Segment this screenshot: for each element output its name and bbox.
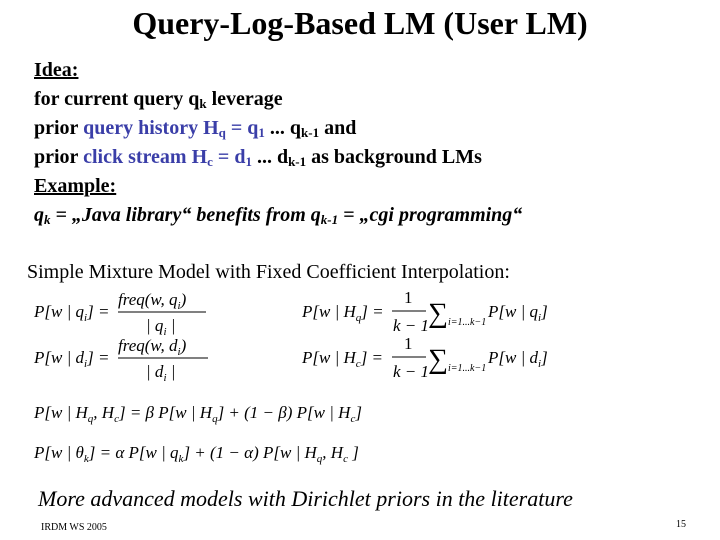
formula-mixture-beta xyxy=(33,403,362,425)
formula-p-w-given-qi xyxy=(33,290,206,338)
example-line: $q_k$ = „Java library“ benefits from $q_{k-1}$ = „cgi programming“ xyxy=(34,204,523,227)
mixture-heading: Simple Mixture Model with Fixed Coefficient Interpolation: xyxy=(27,261,510,283)
svg-text:P[w | qi] =: P[w | $q_i$] = xyxy=(34,302,110,324)
idea-line-3: prior click stream $H_c = d_1$ ... $d_{k-1}$ as background LMs xyxy=(34,146,482,169)
page-number: 15 xyxy=(676,519,686,530)
svg-text:P[w | Hc] =: P[w | $H_c$] = xyxy=(302,348,384,370)
svg-text:freq(w, qi): freq(w, $q_i$) xyxy=(118,290,187,312)
svg-text:P[w | di] =: P[w | $d_i$] = xyxy=(34,348,110,370)
svg-text:k − 1: k − 1 xyxy=(393,362,430,381)
svg-text:k − 1: k − 1 xyxy=(393,316,430,335)
svg-text:i=1...k−1: i=1...k−1 xyxy=(448,317,487,328)
click-stream-text: click stream xyxy=(83,146,187,168)
formula-mixture-alpha xyxy=(33,443,359,465)
svg-text:| di |: | $d_i$ | xyxy=(146,362,176,384)
svg-text:P[w | Hq, Hc] = β P[w | Hq] +: P[w | $H_q$, $H_c] = \beta$ P[w | $H_q] + (1 - \beta)$ P[w | $H_c$] xyxy=(34,403,362,425)
idea-label: Idea: xyxy=(34,59,79,81)
svg-text:P[w | di]: P[w | $d_i$] xyxy=(488,348,548,370)
formula-p-w-given-hc xyxy=(301,334,548,381)
example-label: Example: xyxy=(34,175,117,197)
svg-text:P[w | qi]: P[w | $q_i$] xyxy=(488,302,548,324)
slide-title: Query-Log-Based LM (User LM) xyxy=(132,5,588,41)
svg-text:i=1...k−1: i=1...k−1 xyxy=(448,363,487,374)
advanced-models-note: More advanced models with Dirichlet priors in the literature xyxy=(38,486,573,511)
query-history-text: query history xyxy=(83,117,199,139)
svg-text:∑: ∑ xyxy=(428,298,448,329)
svg-text:1: 1 xyxy=(404,334,413,353)
idea-block xyxy=(34,56,694,230)
idea-line-2: prior query history $H_q = q_1$ ... $q_{k-1}$ and xyxy=(34,117,357,140)
formula-block xyxy=(30,287,590,467)
svg-text:freq(w, di): freq(w, $d_i$) xyxy=(118,336,187,358)
svg-text:∑: ∑ xyxy=(428,344,448,375)
svg-text:P[w | θk] = α P[w | qk] + (1 −: P[w | $\theta_k] = \alpha$ P[w | $q_k] + (1 - \alpha)$ P[w | $H_q$, $H_c$ ] xyxy=(34,443,359,465)
svg-text:1: 1 xyxy=(404,288,413,307)
formula-p-w-given-hq xyxy=(301,288,548,335)
course-label: IRDM WS 2005 xyxy=(41,522,107,533)
svg-text:P[w | Hq] =: P[w | $H_q$] = xyxy=(302,302,384,324)
svg-text:| qi |: | $q_i$ | xyxy=(146,316,176,338)
formula-p-w-given-di xyxy=(33,336,208,384)
idea-line-1: for current query $q_k$ leverage xyxy=(34,88,283,111)
